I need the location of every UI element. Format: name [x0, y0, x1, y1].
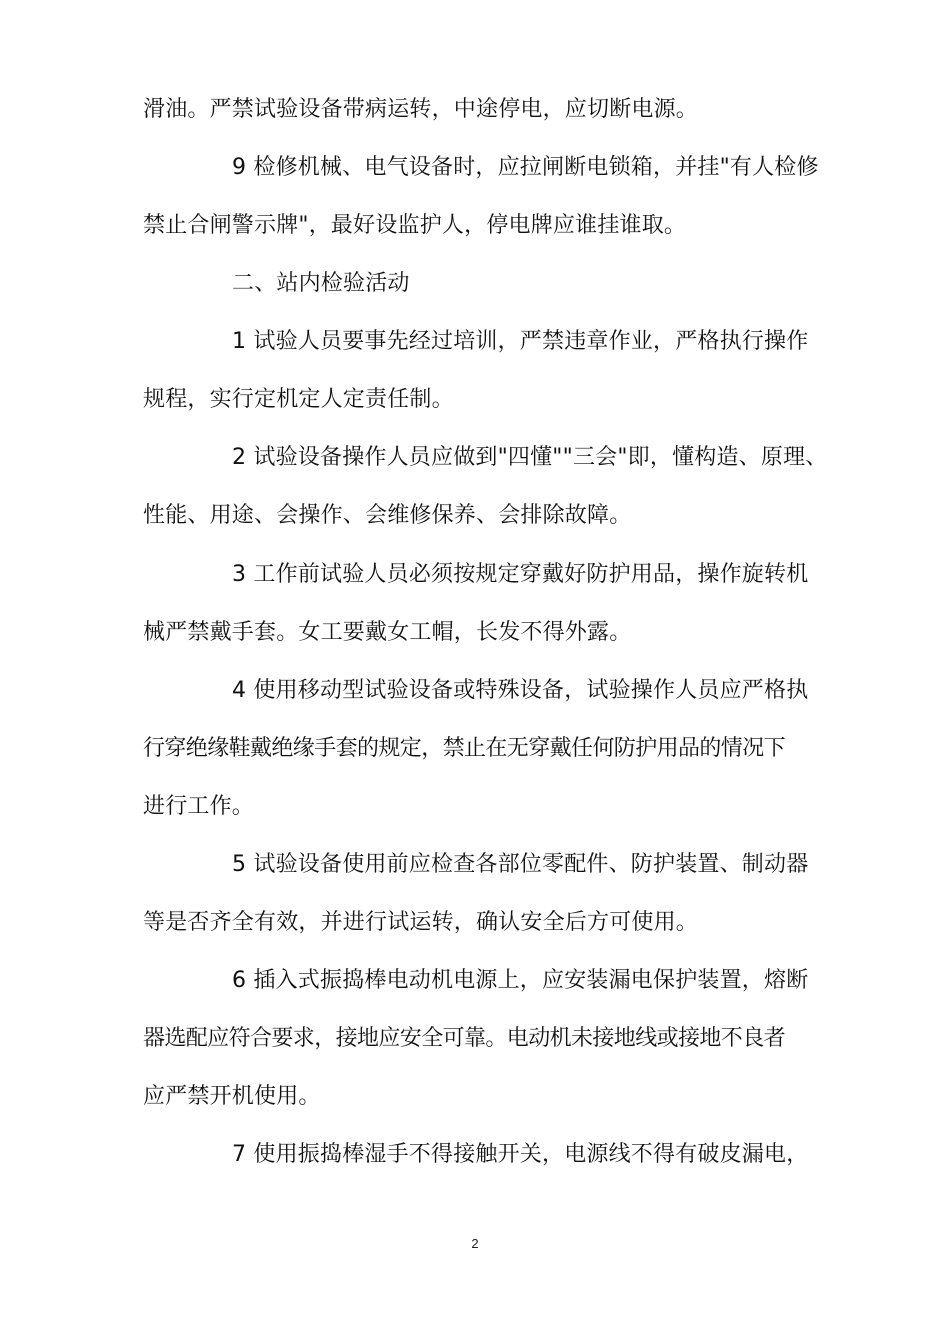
text-line: 2 试验设备操作人员应做到"四懂""三会"即，懂构造、原理、: [232, 445, 828, 470]
text-line: 4 使用移动型试验设备或特殊设备，试验操作人员应严格执: [232, 678, 809, 703]
text-line: 规程，实行定机定人定责任制。: [143, 387, 454, 412]
text-line: 械严禁戴手套。女工要戴女工帽，长发不得外露。: [143, 620, 632, 645]
text-line: 应严禁开机使用。: [143, 1084, 321, 1109]
page-number: 2: [471, 1236, 479, 1251]
text-line: 9 检修机械、电气设备时，应拉闸断电锁箱，并挂"有人检修: [232, 155, 819, 180]
text-line: 行穿绝缘鞋戴绝缘手套的规定，禁止在无穿戴任何防护用品的情况下: [143, 736, 786, 761]
text-line: 3 工作前试验人员必须按规定穿戴好防护用品，操作旋转机: [232, 562, 809, 587]
text-line: 6 插入式振捣棒电动机电源上，应安装漏电保护装置，熔断: [232, 968, 809, 993]
section-heading: 二、站内检验活动: [232, 271, 410, 296]
text-line: 滑油。严禁试验设备带病运转，中途停电，应切断电源。: [143, 97, 699, 122]
text-line: 1 试验人员要事先经过培训，严禁违章作业，严格执行操作: [232, 329, 809, 354]
text-line: 等是否齐全有效，并进行试运转，确认安全后方可使用。: [143, 910, 699, 935]
text-line: 7 使用振捣棒湿手不得接触开关，电源线不得有破皮漏电，: [232, 1142, 809, 1167]
text-line: 器选配应符合要求，接地应安全可靠。电动机未接地线或接地不良者: [143, 1026, 786, 1051]
text-line: 禁止合闸警示牌"，最好设监护人，停电牌应谁挂谁取。: [143, 213, 687, 238]
text-line: 进行工作。: [143, 794, 255, 819]
text-line: 性能、用途、会操作、会维修保养、会排除故障。: [143, 503, 632, 528]
text-line: 5 试验设备使用前应检查各部位零配件、防护装置、制动器: [232, 852, 809, 877]
